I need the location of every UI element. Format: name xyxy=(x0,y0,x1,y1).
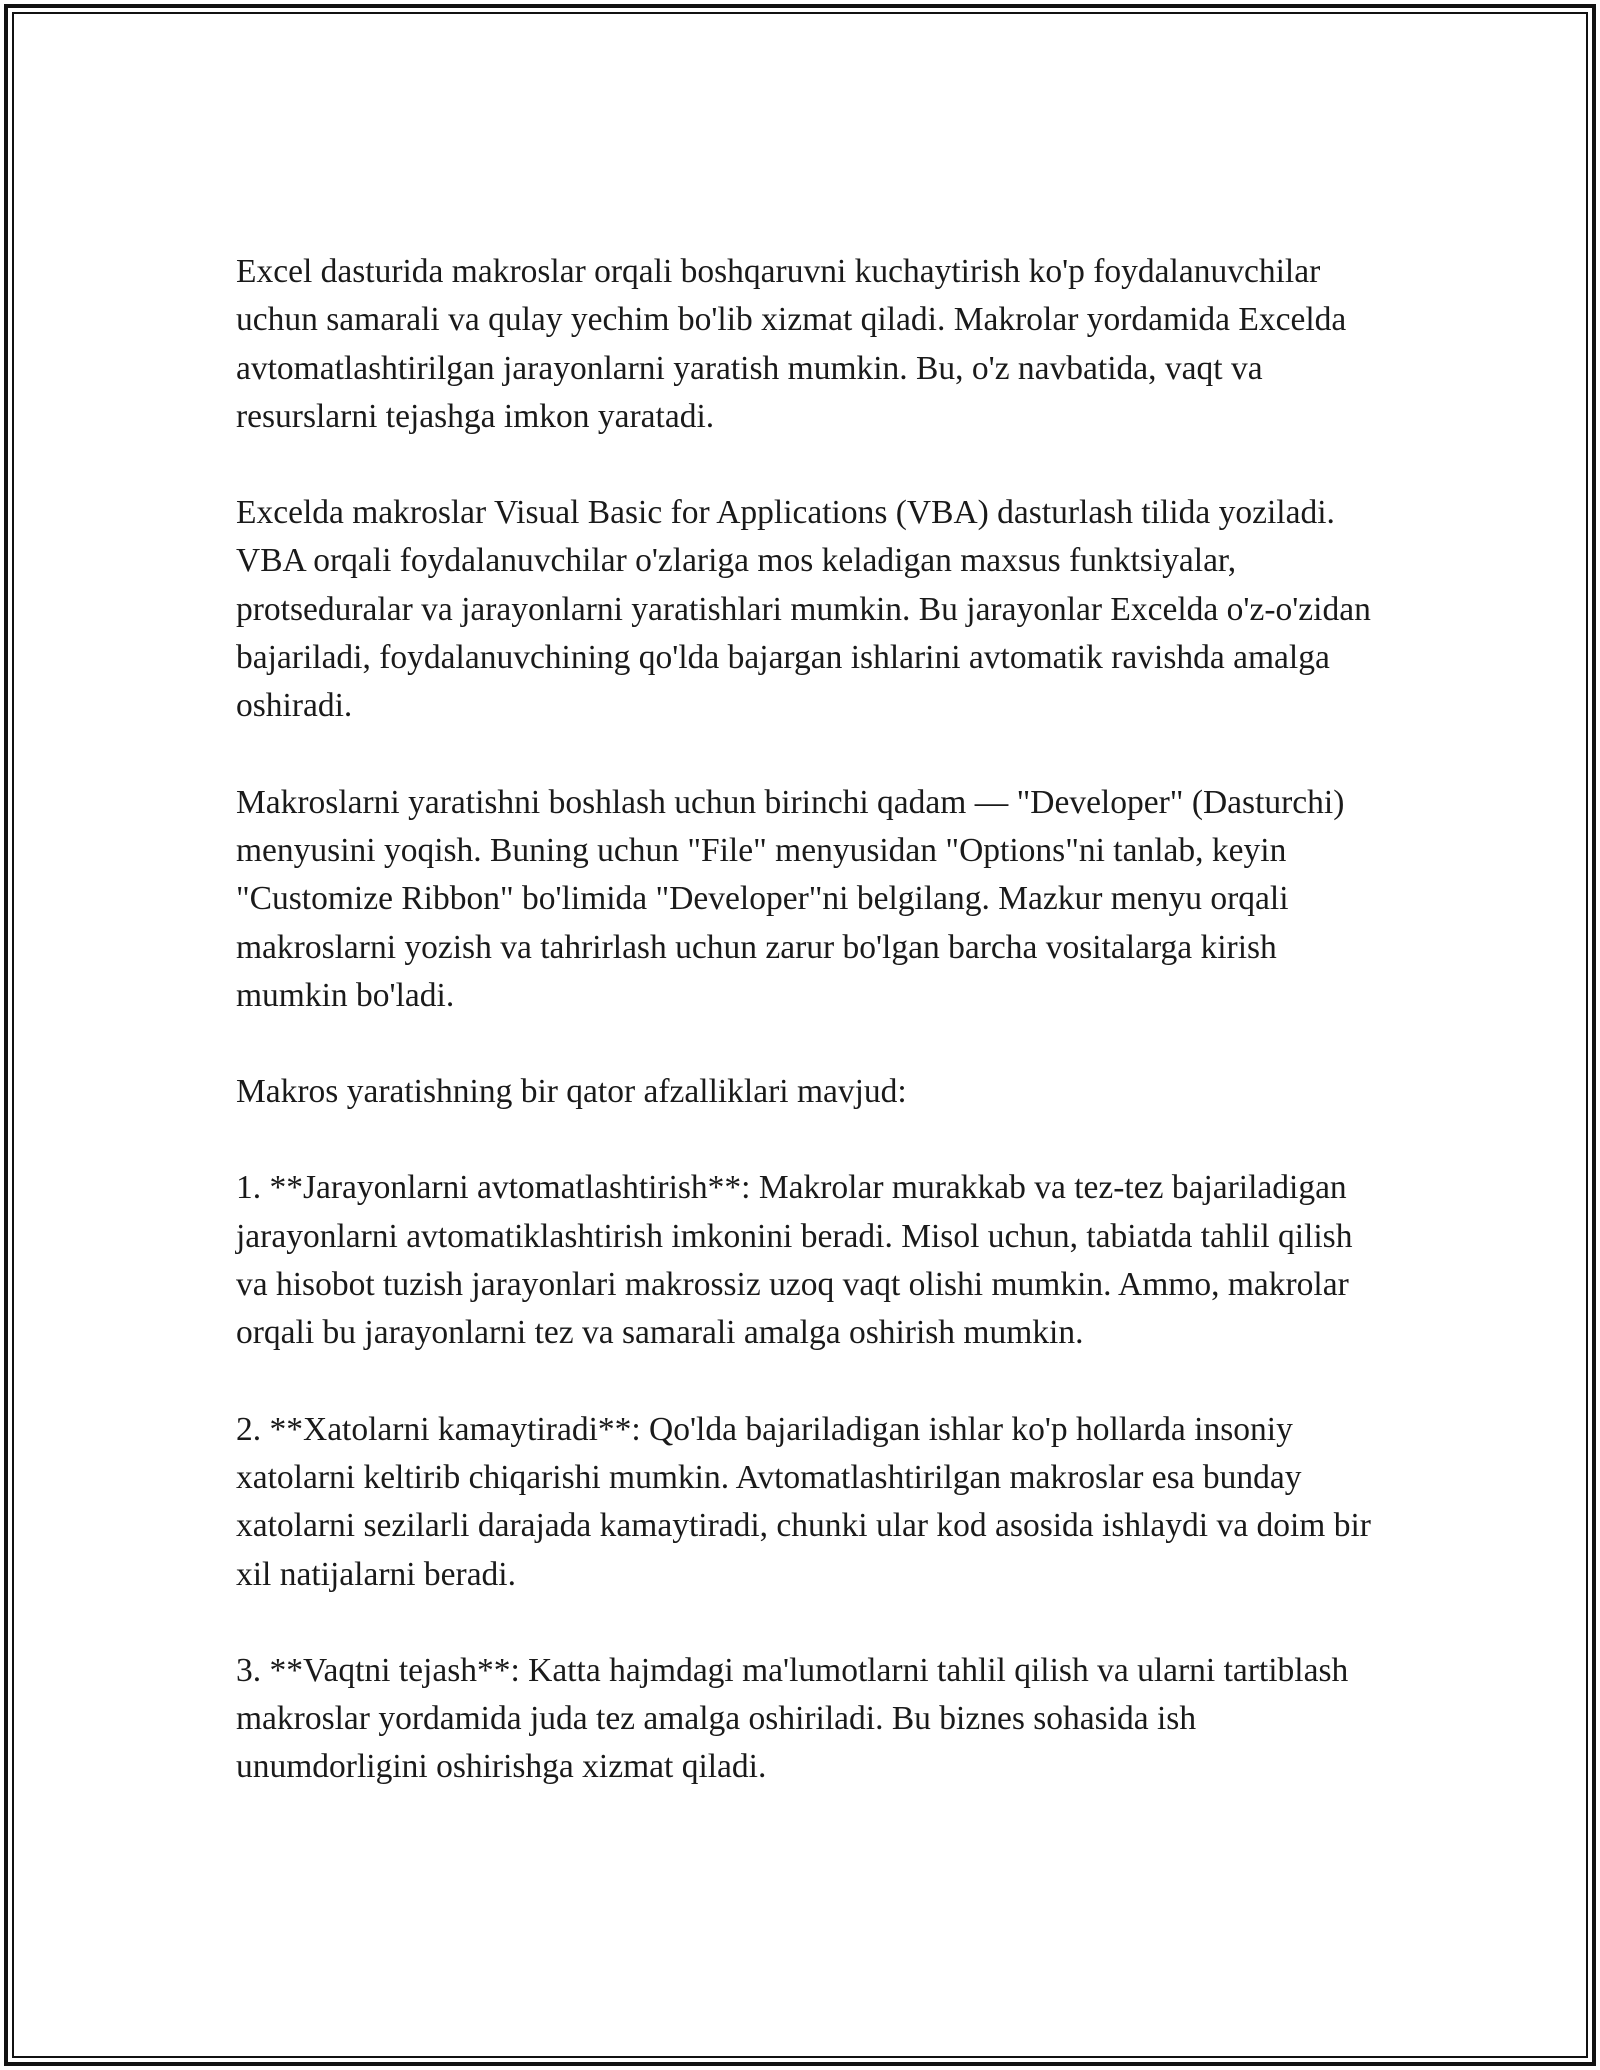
paragraph-developer-menu: Makroslarni yaratishni boshlash uchun birinchi qadam — "Developer" (Dasturchi) menyusini yoqish. Buning uchun "File" menyusidan "Options"ni tanlab, keyin "Customize Ribbon" bo'limida "Developer"ni belgilang. Mazkur menyu orqali makroslarni yozish va tahrirlash uchun zarur bo'lgan barcha vositalarga kirish mumkin bo'ladi. xyxy=(236,783,1345,1014)
paragraph-intro: Excel dasturida makroslar orqali boshqaruvni kuchaytirish ko'p foydalanuvchilar uchun samarali va qulay yechim bo'lib xizmat qiladi. Makrolar yordamida Excelda avtomatlashtirilgan jarayonlarni yaratish mumkin. Bu, o'z navbatida, vaqt va resurslarni tejashga imkon yaratadi. xyxy=(236,253,1347,435)
paragraph-vba: Excelda makroslar Visual Basic for Applications (VBA) dasturlash tilida yoziladi. VBA orqali foydalanuvchilar o'zlariga mos keladigan maxsus funktsiyalar, protseduralar va jarayonlarni yaratishlari mumkin. Bu jarayonlar Excelda o'z-o'zidan bajariladi, foydalanuvchining qo'lda bajargan ishlarini avtomatik ravishda amalga oshiradi. xyxy=(236,494,1371,725)
paragraph-advantage-2: 2. **Xatolarni kamaytiradi**: Qo'lda bajariladigan ishlar ko'p hollarda insoniy xatolarni keltirib chiqarishi mumkin. Avtomatlashtirilgan makroslar esa bunday xatolarni sezilarli darajada kamaytiradi, chunki ular kod asosida ishlaydi va doim bir xil natijalarni beradi. xyxy=(236,1410,1371,1593)
paragraph-advantage-1: 1. **Jarayonlarni avtomatlashtirish**: Makrolar murakkab va tez-tez bajariladigan jarayonlarni avtomatiklashtirish imkonini beradi. Misol uchun, tabiatda tahlil qilish va hisobot tuzish jarayonlari makrossiz uzoq vaqt olishi mumkin. Ammo, makrolar orqali bu jarayonlarni tez va samarali amalga oshirish mumkin. xyxy=(236,1169,1353,1352)
paragraph-advantages-heading: Makros yaratishning bir qator afzalliklari mavjud: xyxy=(236,1073,907,1111)
document-body xyxy=(236,248,1376,1792)
paragraph-advantage-3: 3. **Vaqtni tejash**: Katta hajmdagi ma'lumotlarni tahlil qilish va ularni tartiblash makroslar yordamida juda tez amalga oshiriladi. Bu biznes sohasida ish unumdorligini oshirishga xizmat qiladi. xyxy=(236,1651,1349,1786)
